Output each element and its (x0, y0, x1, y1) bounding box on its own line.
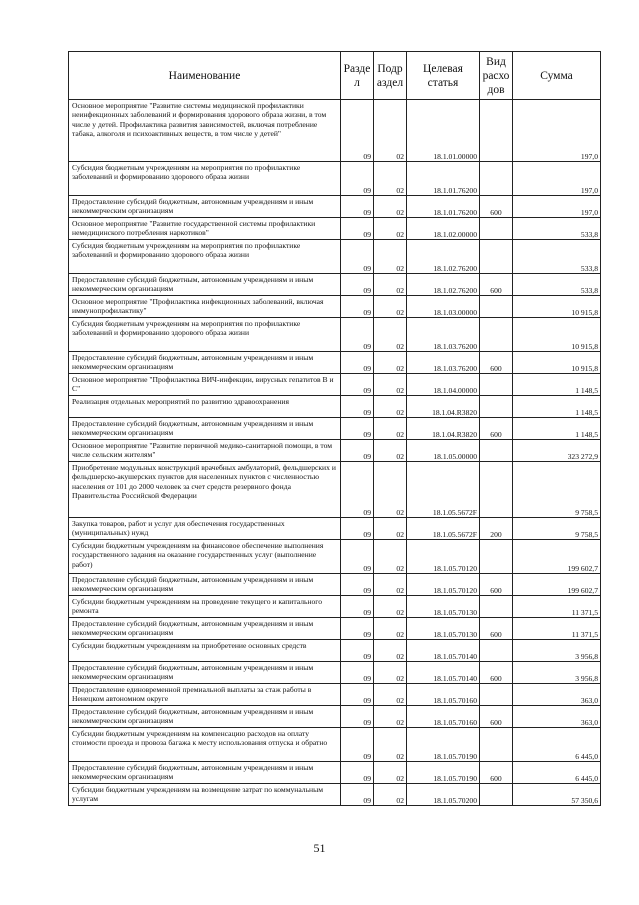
cell-name: Основное мероприятие "Развитие первичной медико-санитарной помощи, в том числе сельским жителям" (69, 440, 341, 462)
cell-amount: 9 758,5 (513, 462, 601, 518)
cell-subsection: 02 (374, 196, 407, 218)
table-row (69, 296, 601, 318)
header-target: Целевая статья (407, 52, 480, 100)
table-row (69, 728, 601, 762)
cell-section: 09 (341, 274, 374, 296)
cell-amount: 11 371,5 (513, 618, 601, 640)
cell-name: Приобретение модульных конструкций врачебных амбулаторий, фельдшерских и фельдшерско-акушерских пунктов для населенных пунктов с численностью населения от 101 до 2000 человек за счет средств резервного фонда Правительства Российской Федерации (69, 462, 341, 518)
cell-amount: 11 371,5 (513, 596, 601, 618)
table-row (69, 218, 601, 240)
cell-name: Закупка товаров, работ и услуг для обеспечения государственных (муниципальных) нужд (69, 518, 341, 540)
table-row (69, 518, 601, 540)
cell-amount: 10 915,8 (513, 296, 601, 318)
cell-expense-type (480, 784, 513, 806)
cell-amount: 533,8 (513, 274, 601, 296)
cell-target: 18.1.01.76200 (407, 162, 480, 196)
cell-expense-type (480, 162, 513, 196)
cell-name: Предоставление субсидий бюджетным, автономным учреждениям и иным некоммерческим организациям (69, 706, 341, 728)
table-row (69, 100, 601, 162)
cell-target: 18.1.03.76200 (407, 318, 480, 352)
table-row (69, 540, 601, 574)
cell-target: 18.1.02.76200 (407, 274, 480, 296)
cell-section: 09 (341, 418, 374, 440)
cell-subsection: 02 (374, 440, 407, 462)
table-row (69, 274, 601, 296)
cell-section: 09 (341, 352, 374, 374)
cell-name: Предоставление субсидий бюджетным, автономным учреждениям и иным некоммерческим организациям (69, 618, 341, 640)
cell-subsection: 02 (374, 274, 407, 296)
cell-amount: 363,0 (513, 684, 601, 706)
cell-subsection: 02 (374, 784, 407, 806)
cell-target: 18.1.05.70200 (407, 784, 480, 806)
header-name: Наименование (69, 52, 341, 100)
cell-name: Основное мероприятие "Профилактика инфекционных заболеваний, включая иммунопрофилактику" (69, 296, 341, 318)
cell-expense-type: 600 (480, 662, 513, 684)
budget-table (68, 51, 601, 806)
cell-amount: 199 602,7 (513, 540, 601, 574)
cell-amount: 363,0 (513, 706, 601, 728)
cell-subsection: 02 (374, 396, 407, 418)
cell-expense-type (480, 318, 513, 352)
cell-amount: 57 350,6 (513, 784, 601, 806)
cell-amount: 323 272,9 (513, 440, 601, 462)
cell-expense-type (480, 240, 513, 274)
cell-target: 18.1.05.5672F (407, 462, 480, 518)
cell-amount: 533,8 (513, 218, 601, 240)
cell-target: 18.1.05.70130 (407, 618, 480, 640)
cell-subsection: 02 (374, 618, 407, 640)
cell-section: 09 (341, 574, 374, 596)
cell-expense-type (480, 684, 513, 706)
cell-target: 18.1.04.R3820 (407, 418, 480, 440)
cell-subsection: 02 (374, 518, 407, 540)
cell-amount: 10 915,8 (513, 352, 601, 374)
cell-section: 09 (341, 318, 374, 352)
cell-target: 18.1.04.00000 (407, 374, 480, 396)
cell-section: 09 (341, 518, 374, 540)
cell-section: 09 (341, 684, 374, 706)
cell-subsection: 02 (374, 240, 407, 274)
cell-amount: 197,0 (513, 162, 601, 196)
cell-amount: 197,0 (513, 196, 601, 218)
table-row (69, 618, 601, 640)
table-row (69, 352, 601, 374)
cell-name: Предоставление субсидий бюджетным, автономным учреждениям и иным некоммерческим организациям (69, 352, 341, 374)
cell-section: 09 (341, 784, 374, 806)
cell-target: 18.1.03.00000 (407, 296, 480, 318)
cell-section: 09 (341, 100, 374, 162)
cell-target: 18.1.05.70190 (407, 762, 480, 784)
table-row (69, 196, 601, 218)
cell-section: 09 (341, 440, 374, 462)
cell-target: 18.1.05.70130 (407, 596, 480, 618)
cell-expense-type: 200 (480, 518, 513, 540)
cell-section: 09 (341, 662, 374, 684)
cell-section: 09 (341, 196, 374, 218)
header-subsection: Подр аздел (374, 52, 407, 100)
cell-expense-type: 600 (480, 274, 513, 296)
cell-target: 18.1.02.00000 (407, 218, 480, 240)
cell-name: Субсидии бюджетным учреждениям на возмещение затрат по коммунальным услугам (69, 784, 341, 806)
cell-amount: 197,0 (513, 100, 601, 162)
cell-expense-type (480, 218, 513, 240)
cell-expense-type (480, 462, 513, 518)
cell-name: Субсидии бюджетным учреждениям на проведение текущего и капитального ремонта (69, 596, 341, 618)
cell-expense-type: 600 (480, 762, 513, 784)
cell-section: 09 (341, 618, 374, 640)
cell-amount: 199 602,7 (513, 574, 601, 596)
cell-expense-type (480, 596, 513, 618)
cell-target: 18.1.03.76200 (407, 352, 480, 374)
cell-name: Основное мероприятие "Развитие системы медицинской профилактики неинфекционных заболеваний и формирования здорового образа жизни, в том числе у детей. Профилактика развития зависимостей, включая потребление табака, алкоголя и психоактивных веществ, в том числе у детей" (69, 100, 341, 162)
cell-expense-type (480, 100, 513, 162)
table-row (69, 418, 601, 440)
cell-amount: 10 915,8 (513, 318, 601, 352)
header-section: Разде л (341, 52, 374, 100)
cell-expense-type (480, 540, 513, 574)
cell-name: Субсидия бюджетным учреждениям на мероприятия по профилактике заболеваний и формированию здорового образа жизни (69, 162, 341, 196)
cell-amount: 1 148,5 (513, 396, 601, 418)
cell-section: 09 (341, 218, 374, 240)
cell-expense-type: 600 (480, 618, 513, 640)
cell-expense-type (480, 374, 513, 396)
cell-amount: 9 758,5 (513, 518, 601, 540)
cell-subsection: 02 (374, 684, 407, 706)
cell-amount: 1 148,5 (513, 418, 601, 440)
cell-section: 09 (341, 706, 374, 728)
cell-subsection: 02 (374, 162, 407, 196)
cell-name: Субсидии бюджетным учреждениям на финансовое обеспечение выполнения государственного задания на оказание государственных услуг (выполнение работ) (69, 540, 341, 574)
cell-subsection: 02 (374, 640, 407, 662)
cell-name: Предоставление субсидий бюджетным, автономным учреждениям и иным некоммерческим организациям (69, 196, 341, 218)
cell-name: Предоставление субсидий бюджетным, автономным учреждениям и иным некоммерческим организациям (69, 574, 341, 596)
cell-name: Субсидия бюджетным учреждениям на мероприятия по профилактике заболеваний и формированию здорового образа жизни (69, 318, 341, 352)
cell-name: Субсидии бюджетным учреждениям на приобретение основных средств (69, 640, 341, 662)
cell-expense-type: 600 (480, 706, 513, 728)
cell-subsection: 02 (374, 418, 407, 440)
cell-target: 18.1.05.5672F (407, 518, 480, 540)
table-row (69, 706, 601, 728)
cell-name: Основное мероприятие "Профилактика ВИЧ-инфекции, вирусных гепатитов В и С" (69, 374, 341, 396)
cell-name: Основное мероприятие "Развитие государственной системы профилактики немедицинского потребления наркотиков" (69, 218, 341, 240)
table-row (69, 762, 601, 784)
table-row (69, 396, 601, 418)
table-row (69, 662, 601, 684)
table-row (69, 462, 601, 518)
cell-expense-type: 600 (480, 574, 513, 596)
cell-subsection: 02 (374, 318, 407, 352)
header-amount: Сумма (513, 52, 601, 100)
cell-expense-type (480, 296, 513, 318)
cell-name: Предоставление субсидий бюджетным, автономным учреждениям и иным некоммерческим организациям (69, 762, 341, 784)
cell-name: Реализация отдельных мероприятий по развитию здравоохранения (69, 396, 341, 418)
cell-name: Предоставление субсидий бюджетным, автономным учреждениям и иным некоммерческим организациям (69, 662, 341, 684)
table-row (69, 374, 601, 396)
cell-section: 09 (341, 762, 374, 784)
cell-expense-type (480, 396, 513, 418)
cell-section: 09 (341, 396, 374, 418)
cell-target: 18.1.01.00000 (407, 100, 480, 162)
cell-subsection: 02 (374, 762, 407, 784)
cell-subsection: 02 (374, 662, 407, 684)
cell-section: 09 (341, 240, 374, 274)
cell-section: 09 (341, 640, 374, 662)
cell-expense-type: 600 (480, 418, 513, 440)
cell-target: 18.1.05.00000 (407, 440, 480, 462)
table-row (69, 318, 601, 352)
cell-target: 18.1.05.70120 (407, 574, 480, 596)
cell-section: 09 (341, 296, 374, 318)
cell-amount: 3 956,8 (513, 640, 601, 662)
cell-subsection: 02 (374, 218, 407, 240)
cell-name: Субсидия бюджетным учреждениям на мероприятия по профилактике заболеваний и формированию здорового образа жизни (69, 240, 341, 274)
page-number: 51 (313, 841, 326, 855)
cell-section: 09 (341, 462, 374, 518)
cell-subsection: 02 (374, 596, 407, 618)
cell-amount: 3 956,8 (513, 662, 601, 684)
cell-subsection: 02 (374, 574, 407, 596)
cell-subsection: 02 (374, 462, 407, 518)
cell-section: 09 (341, 596, 374, 618)
table-row (69, 640, 601, 662)
cell-name: Субсидии бюджетным учреждениям на компенсацию расходов на оплату стоимости проезда и провоза багажа к месту использования отпуска и обратно (69, 728, 341, 762)
cell-expense-type (480, 640, 513, 662)
cell-name: Предоставление субсидий бюджетным, автономным учреждениям и иным некоммерческим организациям (69, 418, 341, 440)
cell-section: 09 (341, 162, 374, 196)
cell-target: 18.1.05.70140 (407, 662, 480, 684)
cell-subsection: 02 (374, 706, 407, 728)
cell-amount: 6 445,0 (513, 728, 601, 762)
cell-target: 18.1.05.70120 (407, 540, 480, 574)
cell-expense-type (480, 440, 513, 462)
cell-target: 18.1.02.76200 (407, 240, 480, 274)
cell-subsection: 02 (374, 100, 407, 162)
cell-section: 09 (341, 374, 374, 396)
cell-target: 18.1.05.70190 (407, 728, 480, 762)
cell-subsection: 02 (374, 296, 407, 318)
cell-name: Предоставление единовременной премиальной выплаты за стаж работы в Ненецком автономном округе (69, 684, 341, 706)
cell-target: 18.1.05.70140 (407, 640, 480, 662)
cell-section: 09 (341, 540, 374, 574)
cell-expense-type: 600 (480, 352, 513, 374)
cell-target: 18.1.04.R3820 (407, 396, 480, 418)
table-row (69, 440, 601, 462)
table-row (69, 784, 601, 806)
table-row (69, 240, 601, 274)
cell-amount: 6 445,0 (513, 762, 601, 784)
cell-target: 18.1.05.70160 (407, 706, 480, 728)
cell-amount: 1 148,5 (513, 374, 601, 396)
cell-subsection: 02 (374, 728, 407, 762)
cell-name: Предоставление субсидий бюджетным, автономным учреждениям и иным некоммерческим организациям (69, 274, 341, 296)
cell-expense-type (480, 728, 513, 762)
cell-amount: 533,8 (513, 240, 601, 274)
header-expense-type: Вид расхо дов (480, 52, 513, 100)
cell-target: 18.1.01.76200 (407, 196, 480, 218)
cell-subsection: 02 (374, 352, 407, 374)
cell-subsection: 02 (374, 374, 407, 396)
cell-section: 09 (341, 728, 374, 762)
table-row (69, 684, 601, 706)
cell-subsection: 02 (374, 540, 407, 574)
table-row (69, 596, 601, 618)
cell-target: 18.1.05.70160 (407, 684, 480, 706)
table-row (69, 162, 601, 196)
cell-expense-type: 600 (480, 196, 513, 218)
table-row (69, 574, 601, 596)
table-header-row (69, 52, 601, 100)
